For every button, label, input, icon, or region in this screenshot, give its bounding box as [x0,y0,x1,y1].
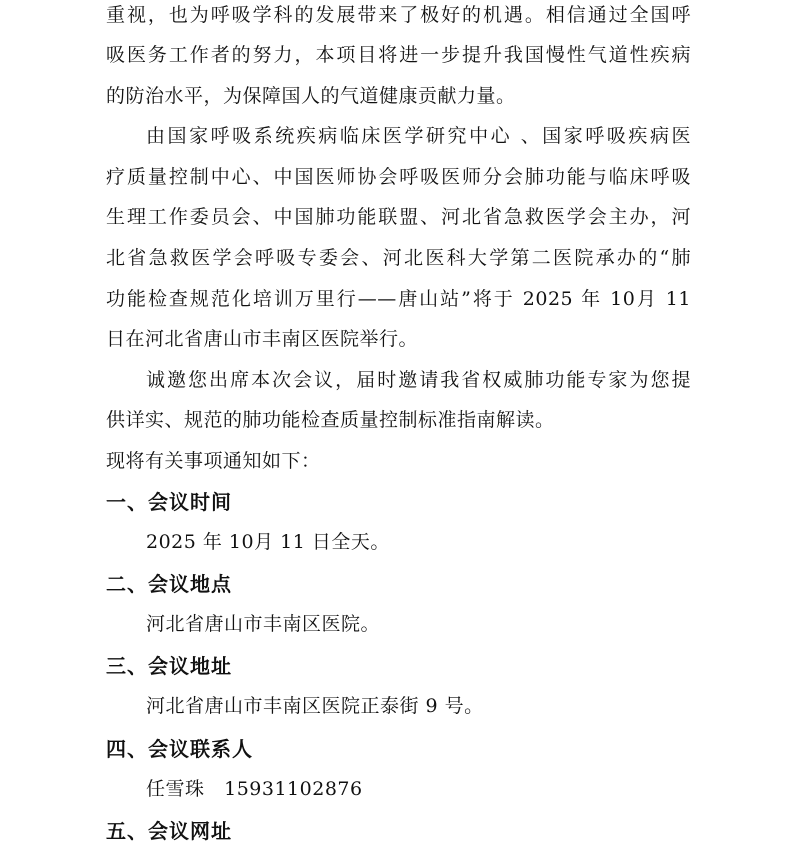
section-content-contact: 任雪珠 15931102876 [146,778,363,800]
paragraph-2-line-4: 北省急救医学会呼吸专委会、河北医科大学第二医院承办的“肺 [106,247,691,269]
notice-intro: 现将有关事项通知如下： [106,450,321,472]
paragraph-1-line-2: 吸医务工作者的努力，本项目将进一步提升我国慢性气道性疾病 [106,44,691,66]
section-heading-contact: 四、会议联系人 [106,737,253,761]
paragraph-1-line-1: 重视，也为呼吸学科的发展带来了极好的机遇。相信通过全国呼 [106,4,691,26]
section-content-address: 河北省唐山市丰南区医院正泰街 9 号。 [146,695,484,717]
paragraph-2-line-5: 功能检查规范化培训万里行——唐山站”将于 2025 年 10月 11 [106,288,691,310]
section-heading-time: 一、会议时间 [106,490,232,514]
section-heading-address: 三、会议地址 [106,654,232,678]
section-heading-venue: 二、会议地点 [106,572,232,596]
section-content-venue: 河北省唐山市丰南区医院。 [146,613,381,635]
section-content-time: 2025 年 10月 11 日全天。 [146,531,390,553]
paragraph-1-line-3: 的防治水平，为保障国人的气道健康贡献力量。 [106,85,516,107]
paragraph-2-line-1: 由国家呼吸系统疾病临床医学研究中心 、国家呼吸疾病医 [146,125,691,147]
paragraph-3-line-2: 供详实、规范的肺功能检查质量控制标准指南解读。 [106,409,555,431]
section-heading-website: 五、会议网址 [106,819,232,843]
paragraph-2-line-6: 日在河北省唐山市丰南区医院举行。 [106,328,419,350]
paragraph-2-line-2: 疗质量控制中心、中国医师协会呼吸医师分会肺功能与临床呼吸 [106,166,691,188]
paragraph-2-line-3: 生理工作委员会、中国肺功能联盟、河北省急救医学会主办，河 [106,206,691,228]
paragraph-3-line-1: 诚邀您出席本次会议，届时邀请我省权威肺功能专家为您提 [146,369,691,391]
